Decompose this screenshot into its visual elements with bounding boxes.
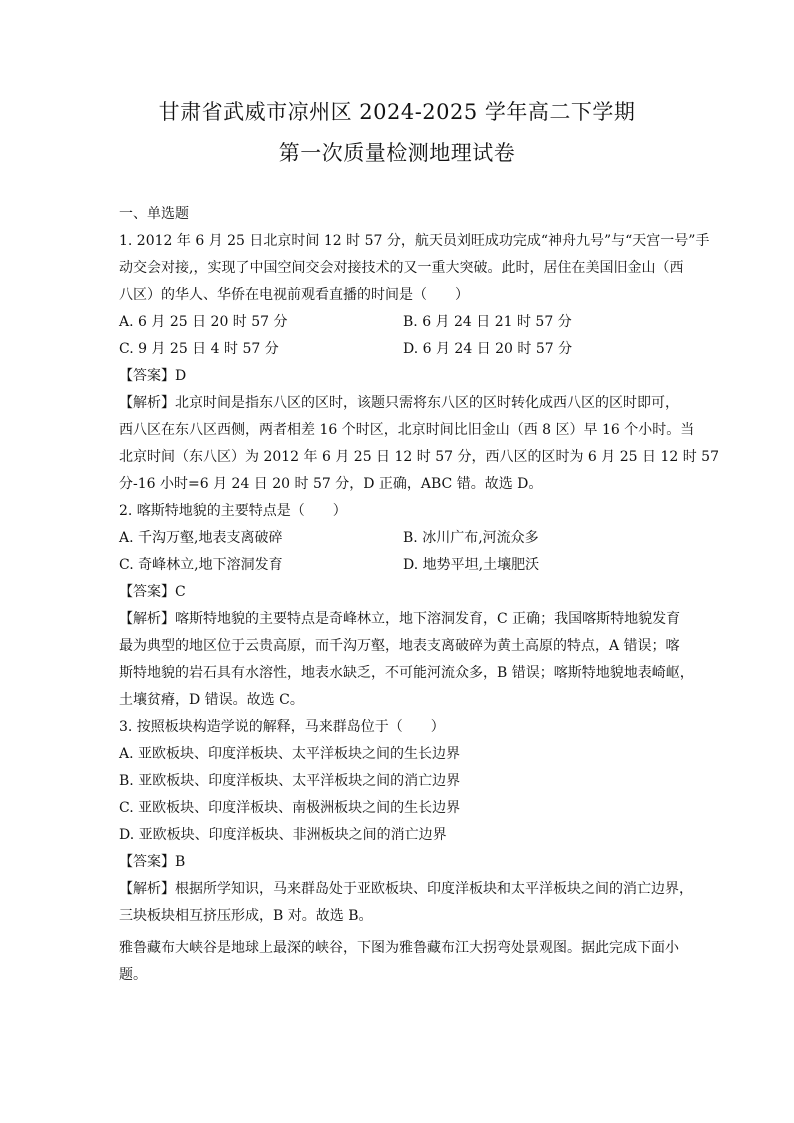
- q2-option-b: B. 冰川广布,河流众多: [403, 530, 539, 546]
- q3-option-b: B. 亚欧板块、印度洋板块、太平洋板块之间的消亡边界: [119, 773, 461, 789]
- q1-stem-line: 动交会对接,，实现了中国空间交会对接技术的又一重大突破。此时，居住在美国旧金山（西: [119, 260, 684, 276]
- passage-intro-line: 题。: [119, 967, 147, 983]
- q3-option-a: A. 亚欧板块、印度洋板块、太平洋板块之间的生长边界: [119, 746, 461, 762]
- q1-stem-line: 1. 2012 年 6 月 25 日北京时间 12 时 57 分，航天员刘旺成功完成“神舟九号”与“天宫一号”手: [119, 233, 710, 249]
- q1-option-a: A. 6 月 25 日 20 时 57 分: [119, 314, 288, 330]
- q2-analysis-line: 土壤贫瘠，D 错误。故选 C。: [119, 692, 304, 708]
- q1-option-d: D. 6 月 24 日 20 时 57 分: [403, 341, 573, 357]
- section-heading: 一、单选题: [119, 206, 189, 222]
- paper-title: 甘肃省武威市凉州区 2024-2025 学年高二下学期: [158, 100, 636, 124]
- q1-answer: 【答案】D: [119, 368, 187, 384]
- q2-option-d: D. 地势平坦,土壤肥沃: [403, 557, 540, 573]
- q2-analysis-line: 最为典型的地区位于云贵高原，而千沟万壑，地表支离破碎为黄土高原的特点，A 错误；喀: [119, 638, 680, 654]
- passage-intro-line: 雅鲁藏布大峡谷是地球上最深的峡谷，下图为雅鲁藏布江大拐弯处景观图。据此完成下面小: [119, 940, 679, 956]
- q1-stem-line: 八区）的华人、华侨在电视前观看直播的时间是（ ）: [119, 287, 469, 303]
- q1-analysis-line: 北京时间（东八区）为 2012 年 6 月 25 日 12 时 57 分，西八区的区时为 6 月 25 日 12 时 57: [119, 449, 719, 465]
- q1-analysis-line: 分-16 小时=6 月 24 日 20 时 57 分，D 正确，ABC 错。故选 D。: [119, 476, 543, 492]
- q3-analysis-line: 三块板块相互挤压形成，B 对。故选 B。: [119, 908, 373, 924]
- paper-subtitle: 第一次质量检测地理试卷: [278, 141, 516, 165]
- q3-stem: 3. 按照板块构造学说的解释，马来群岛位于（ ）: [119, 719, 445, 735]
- q2-answer: 【答案】C: [119, 584, 186, 600]
- q2-stem: 2. 喀斯特地貌的主要特点是（ ）: [119, 503, 347, 519]
- q2-option-c: C. 奇峰林立,地下溶洞发育: [119, 557, 283, 573]
- q2-analysis-line: 斯特地貌的岩石具有水溶性，地表水缺乏，不可能河流众多，B 错误；喀斯特地貌地表崎岖，: [119, 665, 694, 681]
- q2-analysis-line: 【解析】喀斯特地貌的主要特点是奇峰林立，地下溶洞发育，C 正确；我国喀斯特地貌发育: [119, 611, 681, 627]
- q1-option-c: C. 9 月 25 日 4 时 57 分: [119, 341, 279, 357]
- q3-option-d: D. 亚欧板块、印度洋板块、非洲板块之间的消亡边界: [119, 827, 447, 843]
- q3-analysis-line: 【解析】根据所学知识，马来群岛处于亚欧板块、印度洋板块和太平洋板块之间的消亡边界，: [119, 881, 693, 897]
- q2-option-a: A. 千沟万壑,地表支离破碎: [119, 530, 283, 546]
- q1-option-b: B. 6 月 24 日 21 时 57 分: [403, 314, 572, 330]
- q3-answer: 【答案】B: [119, 854, 186, 870]
- q1-analysis-line: 西八区在东八区西侧，两者相差 16 个时区，北京时间比旧金山（西 8 区）早 16 个小时。当: [119, 422, 695, 438]
- q1-analysis-line: 【解析】北京时间是指东八区的区时，该题只需将东八区的区时转化成西八区的区时即可，: [119, 395, 679, 411]
- q3-option-c: C. 亚欧板块、印度洋板块、南极洲板块之间的生长边界: [119, 800, 461, 816]
